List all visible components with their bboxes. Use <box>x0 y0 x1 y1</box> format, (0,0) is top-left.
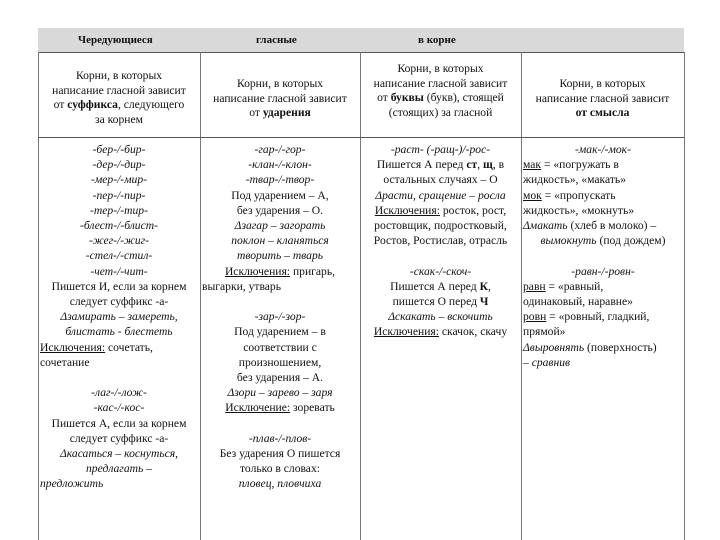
header-col4-line: Корни, в которых <box>559 77 646 90</box>
example-text: Δзамирать – замереть, <box>60 310 178 324</box>
exceptions-text: выгарки, утварь <box>202 279 282 293</box>
spacer <box>38 370 200 385</box>
table-border-right <box>684 52 685 540</box>
example-text: блистать - блестеть <box>65 325 173 339</box>
rule-text: соответствии с <box>243 340 317 354</box>
root-pair: -гар-/-гор- <box>254 143 306 156</box>
rule-text: Без ударения О пишется <box>219 447 341 461</box>
table-title-row <box>38 28 684 53</box>
header-col3-line: от буквы (букв), стоящей <box>377 91 504 104</box>
title-part-3: в корне <box>418 34 456 46</box>
header-col1-line: за корнем <box>95 112 143 126</box>
rule-text: Пишется А, если за корнем <box>51 416 187 430</box>
meaning-text: мок = «пропускать <box>523 188 616 202</box>
rule-text: произношением, <box>238 355 322 369</box>
example-text: Δмакать (хлеб в молоко) – <box>523 219 657 233</box>
root-pair: -пер-/-пир- <box>92 188 146 202</box>
rule-text: Пишется А перед ст, щ, в <box>376 158 505 172</box>
exceptions-text: ростовщик, подростковый, <box>374 219 507 233</box>
rule-text: Под ударением – А, <box>231 188 329 202</box>
root-pair: -чет-/-чит- <box>90 264 148 278</box>
header-col1-line: от суффикса, следующего <box>53 98 185 111</box>
rule-text: Пишется А перед К, <box>390 279 491 293</box>
title-part-1: Чередующиеся <box>78 34 153 46</box>
rule-text: без ударения – О. <box>236 203 324 217</box>
example-text: предложить <box>40 477 104 491</box>
meaning-text: прямой» <box>523 325 566 339</box>
exceptions-text: Исключения: росток, рост, <box>374 203 507 217</box>
root-pair: -скак-/-скоч- <box>409 264 472 278</box>
col-suffix-body <box>38 142 200 492</box>
root-pair: -дер-/-дир- <box>92 158 146 172</box>
exceptions-text: Исключения: скачок, скачу <box>373 325 508 339</box>
header-col4-line: написание гласной зависит <box>535 91 670 105</box>
exceptions-text: сочетание <box>40 355 90 369</box>
header-col2-line: Корни, в которых <box>236 77 324 90</box>
root-pair: -зар-/-зор- <box>254 310 306 324</box>
spacer <box>200 294 360 309</box>
root-pair: -равн-/-ровн- <box>571 264 635 278</box>
spacer <box>360 248 521 263</box>
root-pair: -мак-/-мок- <box>575 143 631 156</box>
root-pair: -плав-/-плов- <box>248 431 312 445</box>
example-text: Δкасаться – коснуться, <box>59 447 179 461</box>
example-text: Δрасти, сращение – росла <box>375 188 506 202</box>
header-col-letter <box>360 62 521 120</box>
rule-text: остальных случаях – О <box>383 173 498 187</box>
rule-text: следует суффикс -а- <box>69 295 169 309</box>
header-col3-line: Корни, в которых <box>397 62 484 75</box>
header-col3-line: (стоящих) за гласной <box>388 105 493 119</box>
exceptions-text: Исключение: зоревать <box>225 401 335 415</box>
meaning-text: равн = «равный, <box>523 279 604 293</box>
header-col2-line: написание гласной зависит <box>213 91 347 105</box>
root-pair: -мер-/-мир- <box>91 173 147 187</box>
example-text: творить – тварь <box>236 249 324 263</box>
meaning-text: жидкость», «мокнуть» <box>523 203 635 217</box>
root-pair: -клан-/-клон- <box>248 158 312 172</box>
spacer <box>523 248 683 263</box>
title-part-2: гласные <box>256 34 297 46</box>
header-col1-line: Корни, в которых <box>75 69 163 82</box>
meaning-text: жидкость», «макать» <box>523 173 626 187</box>
exceptions-text: Исключения: сочетать, <box>40 340 153 354</box>
example-text: Δвыровнять (поверхность) <box>523 340 657 354</box>
rule-text: пишется О перед Ч <box>392 295 489 309</box>
col-letter-body <box>360 142 521 340</box>
header-col2-line: от ударения <box>249 106 311 119</box>
header-divider <box>38 137 684 138</box>
header-col1-line: написание гласной зависит <box>52 83 186 97</box>
meaning-text: мак = «погружать в <box>523 158 619 172</box>
exceptions-text: Ростов, Ростислав, отрасль <box>373 234 508 248</box>
example-text: поклон – кланяться <box>231 234 329 248</box>
col-meaning-body <box>523 142 683 370</box>
header-col-suffix <box>38 69 200 127</box>
rule-text: Пишется И, если за корнем <box>51 279 187 293</box>
root-pair: -кас-/-кос- <box>93 401 145 415</box>
header-col-meaning <box>521 77 684 121</box>
example-text: – сравнив <box>523 355 571 369</box>
root-pair: -лаг-/-лож- <box>91 386 147 400</box>
example-text: предлагать – <box>86 462 152 476</box>
header-col3-line: написание гласной зависит <box>373 76 508 90</box>
root-pair: -блест-/-блист- <box>80 219 158 233</box>
rule-text: без ударения – А. <box>236 371 324 385</box>
rule-text: только в словах: <box>240 462 320 476</box>
example-text: Δзагар – загорать <box>234 219 326 233</box>
root-pair: -тер-/-тир- <box>90 203 148 217</box>
example-text: вымокнуть (под дождем) <box>540 234 666 248</box>
exceptions-text: Исключения: пригарь, <box>224 264 336 278</box>
spacer <box>200 416 360 431</box>
root-pair: -стел-/-стил- <box>85 249 153 263</box>
root-pair: -твар-/-твор- <box>245 173 315 187</box>
header-col4-line: от смысла <box>575 106 630 119</box>
root-pair: -раст- (-ращ-)/-рос- <box>390 143 491 156</box>
meaning-text: ровн = «ровный, гладкий, <box>523 310 650 324</box>
root-pair: -жег-/-жиг- <box>88 234 150 248</box>
example-text: Δзори – зарево – заря <box>227 386 333 400</box>
example-text: пловец, пловчиха <box>238 477 322 491</box>
root-pair: -бер-/-бир- <box>92 143 146 156</box>
rule-text: следует суффикс -а- <box>69 431 169 445</box>
col-stress-body <box>200 142 360 492</box>
header-col-stress <box>200 77 360 121</box>
rule-text: Под ударением – в <box>234 325 326 339</box>
meaning-text: одинаковый, наравне» <box>523 295 633 309</box>
example-text: Δскакать – вскочить <box>388 310 493 324</box>
column-divider-3 <box>521 52 522 540</box>
